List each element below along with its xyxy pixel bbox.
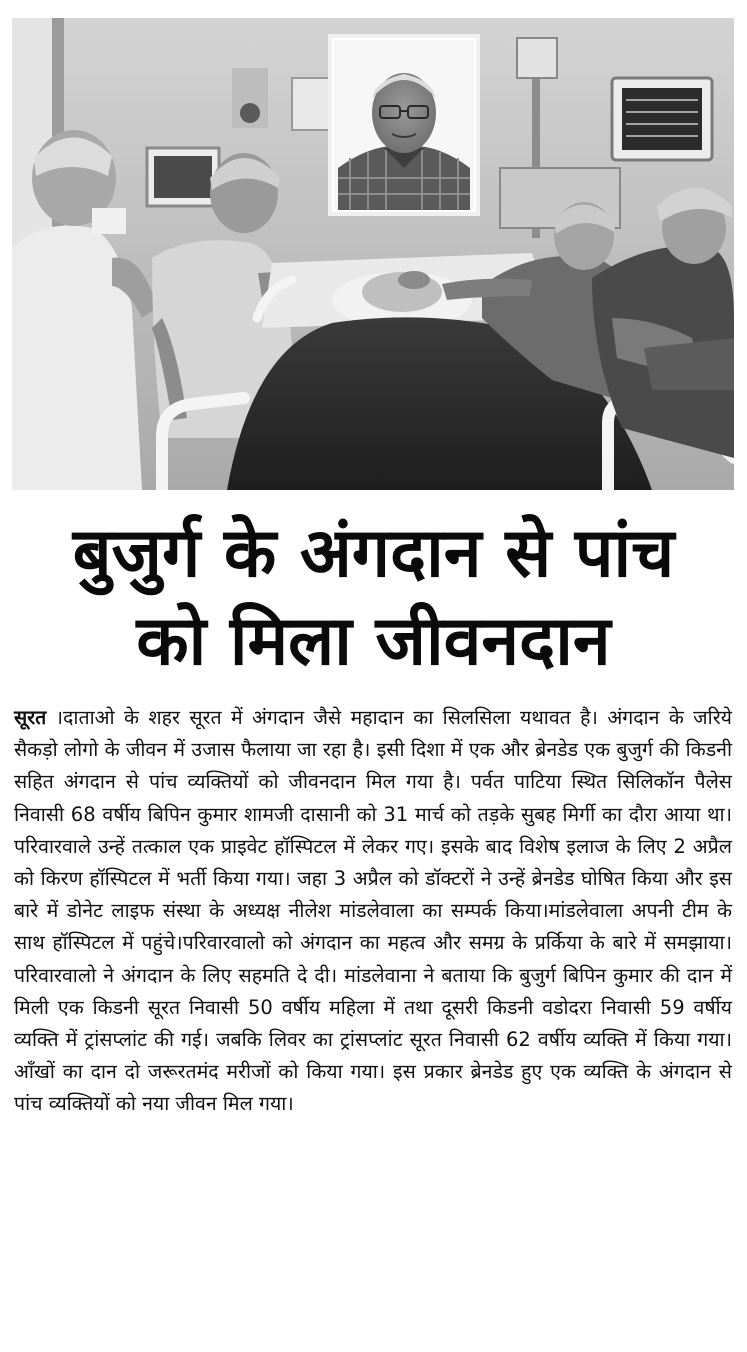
article-headline: [0, 510, 747, 686]
article-dateline: सूरत: [14, 706, 47, 729]
headline-line-1: बुजुर्ग के अंगदान से पांच: [72, 514, 675, 593]
hospital-room-photo: [12, 18, 734, 490]
donor-portrait-inset: [330, 36, 478, 214]
news-photo: [12, 18, 734, 490]
article-body: [14, 702, 732, 1121]
article-text: ।दाताओ के शहर सूरत में अंगदान जैसे महादान का सिलसिला यथावत है। अंगदान के जरिये सैकड़ो लोगो के जीवन में उजास फैलाया जा रहा है। इसी दिशा में एक और ब्रेनडेड एक बुजुर्ग की किडनी सहित अंगदान से पांच व्यक्तियों को जीवनदान मिल गया है। पर्वत पाटिया स्थित सिलिकॉन पैलेस निवासी 68 वर्षीय बिपिन कुमार शामजी दासानी को 31 मार्च को तड़के सुबह मिर्गी का दौरा आया था। परिवारवाले उन्हें तत्काल एक प्राइवेट हॉस्पिटल में लेकर गए। इसके बाद विशेष इलाज के लिए 2 अप्रैल को किरण हॉस्पिटल में भर्ती किया गया। जहा 3 अप्रैल को डॉक्टरों ने उन्हें ब्रेनडेड घोषित किया और इस बारे में डोनेट लाइफ संस्था के अध्यक्ष नीलेश मांडलेवाला का सम्पर्क किया।मांडलेवाला अपनी टीम के साथ हॉस्पिटल में पहुंचे।परिवारवालो को अंगदान का महत्व और समग्र के प्रर्किया के बारे में समझाया।परिवारवालो ने अंगदान के लिए सहमति दे दी। मांडलेवाना ने बताया कि बुजुर्ग बिपिन कुमार की दान में मिली एक किडनी सूरत निवासी 50 वर्षीय महिला में तथा दूसरी किडनी वडोदरा निवासी 59 वर्षीय व्यक्ति में ट्रांसप्लांट की गई। जबकि लिवर का ट्रांसप्लांट सूरत निवासी 62 वर्षीय व्यक्ति में किया गया। आँखों का दान दो जरूरतमंद मरीजों को किया गया। इस प्रकार ब्रेनडेड हुए एक व्यक्ति के अंगदान से पांच व्यक्तियों को नया जीवन मिल गया।: [14, 706, 732, 1116]
headline-line-2: को मिला जीवनदान: [136, 602, 611, 681]
